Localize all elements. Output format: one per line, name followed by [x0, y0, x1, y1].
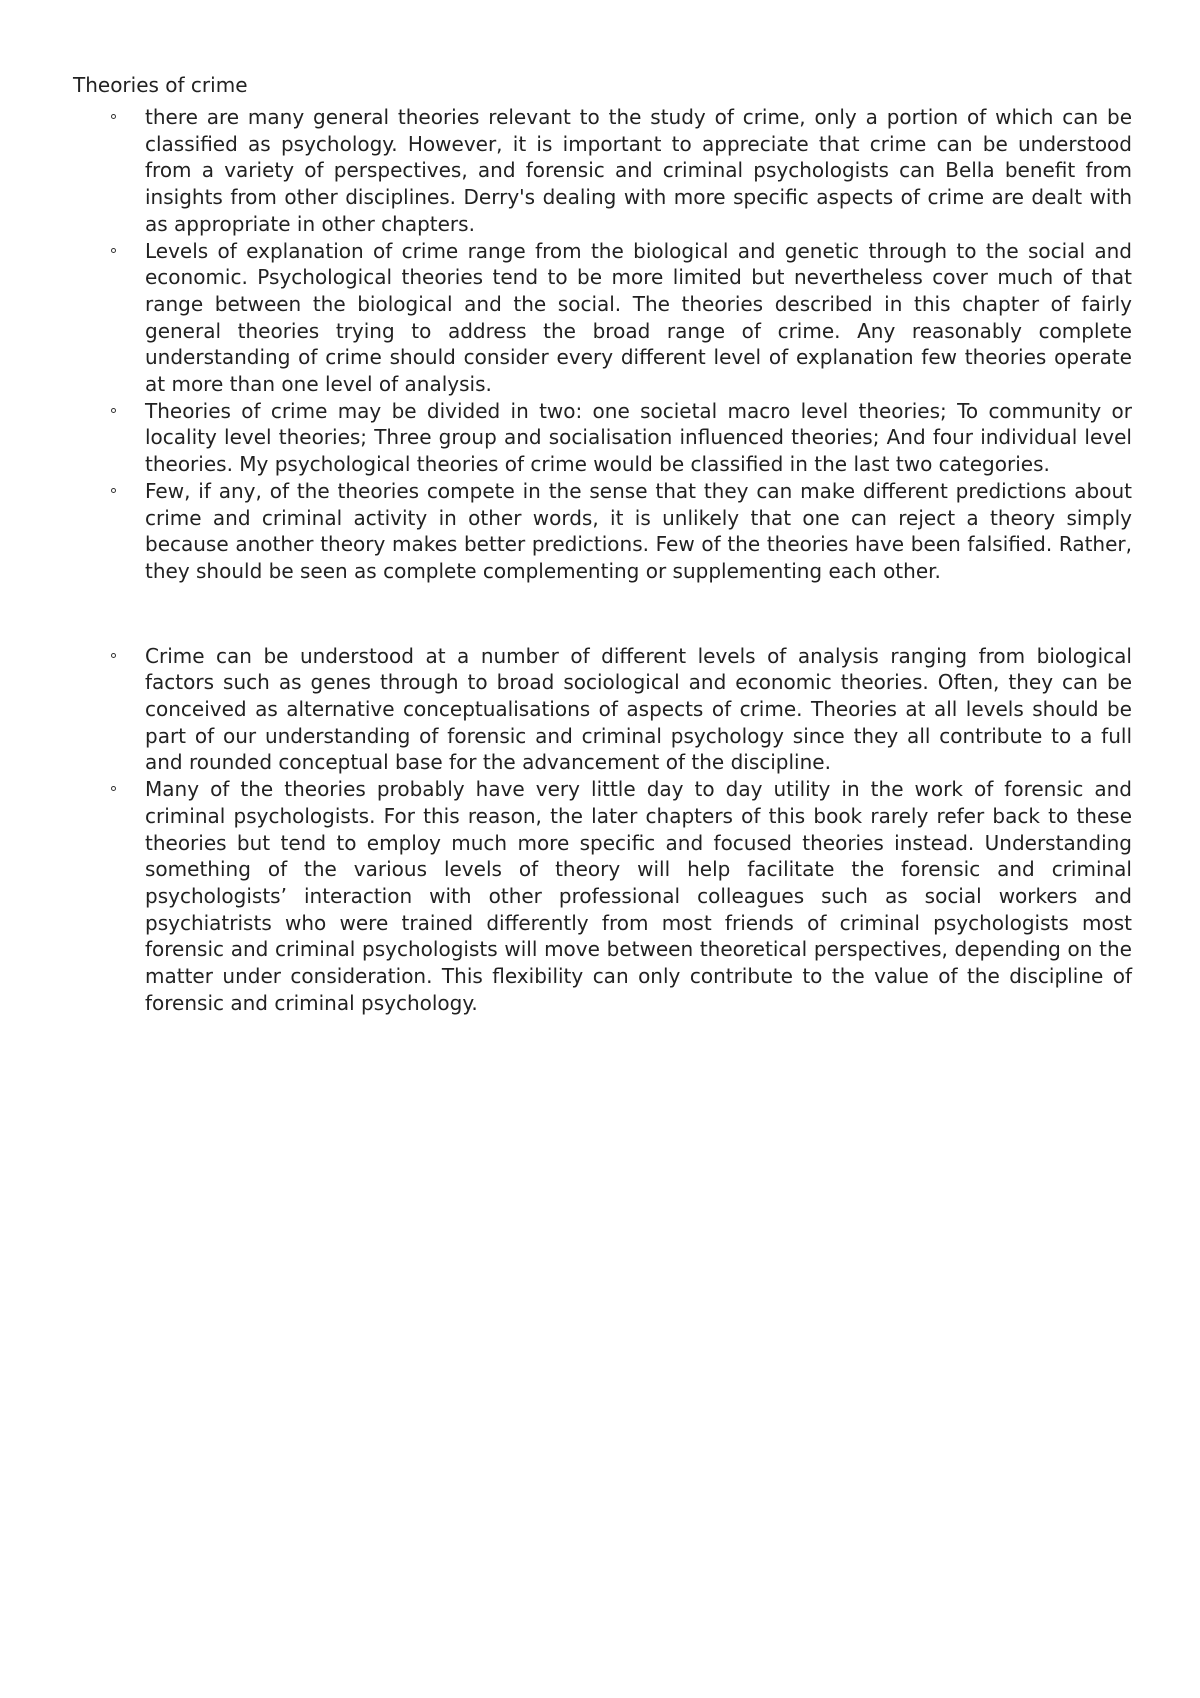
list-item: [73, 104, 1132, 238]
list-item: [73, 643, 1132, 777]
bullet-list: [73, 104, 1132, 1017]
list-item-text: Few, if any, of the theories compete in the sense that they can make different predictions about crime and criminal activity in other words, it is unlikely that one can reject a theory simply because another theory makes better predictions. Few of the theories have been falsified. Rather, they should be seen as complete complementing or supplementing each other.: [145, 478, 1132, 583]
list-item-text: there are many general theories relevant to the study of crime, only a portion of which can be classified as psychology. However, it is important to appreciate that crime can be understood from a variety of perspectives, and forensic and criminal psychologists can Bella benefit from insights from other disciplines. Derry's dealing with more specific aspects of crime are dealt with as appropriate in other chapters.: [145, 105, 1132, 236]
bullet-icon: [111, 653, 116, 658]
bullet-icon: [111, 488, 116, 493]
bullet-icon: [111, 786, 116, 791]
list-item: [73, 478, 1132, 585]
list-item: [73, 238, 1132, 398]
list-item-text: Theories of crime may be divided in two: one societal macro level theories; To community or locality level theories; Three group and socialisation influenced theories; And four individual level theories. My psychological theories of crime would be classified in the last two categories.: [145, 398, 1132, 477]
list-item: [73, 776, 1132, 1016]
document-title: Theories of crime: [73, 73, 248, 97]
list-item: [73, 398, 1132, 478]
list-item-text: Levels of explanation of crime range from the biological and genetic through to the social and economic. Psychological theories tend to be more limited but nevertheless cover much of that range between the biological and the social. The theories described in this chapter of fairly general theories trying to address the broad range of crime. Any reasonably complete understanding of crime should consider every different level of explanation few theories operate at more than one level of analysis.: [145, 238, 1132, 397]
bullet-icon: [111, 114, 116, 119]
list-item-text: Many of the theories probably have very little day to day utility in the work of forensic and criminal psychologists. For this reason, the later chapters of this book rarely refer back to these theories but tend to employ much more specific and focused theories instead. Understanding something of the various levels of theory will help facilitate the forensic and criminal psychologists’ interaction with other professional colleagues such as social workers and psychiatrists who were trained differently from most friends of criminal psychologists most forensic and criminal psychologists will move between theoretical perspectives, depending on the matter under consideration. This flexibility can only contribute to the value of the discipline of forensic and criminal psychology.: [145, 777, 1132, 1015]
bullet-icon: [111, 248, 116, 253]
bullet-icon: [111, 408, 116, 413]
list-item-text: Crime can be understood at a number of different levels of analysis ranging from biological factors such as genes through to broad sociological and economic theories. Often, they can be conceived as alternative conceptualisations of aspects of crime. Theories at all levels should be part of our understanding of forensic and criminal psychology since they all contribute to a full and rounded conceptual base for the advancement of the discipline.: [145, 643, 1132, 775]
